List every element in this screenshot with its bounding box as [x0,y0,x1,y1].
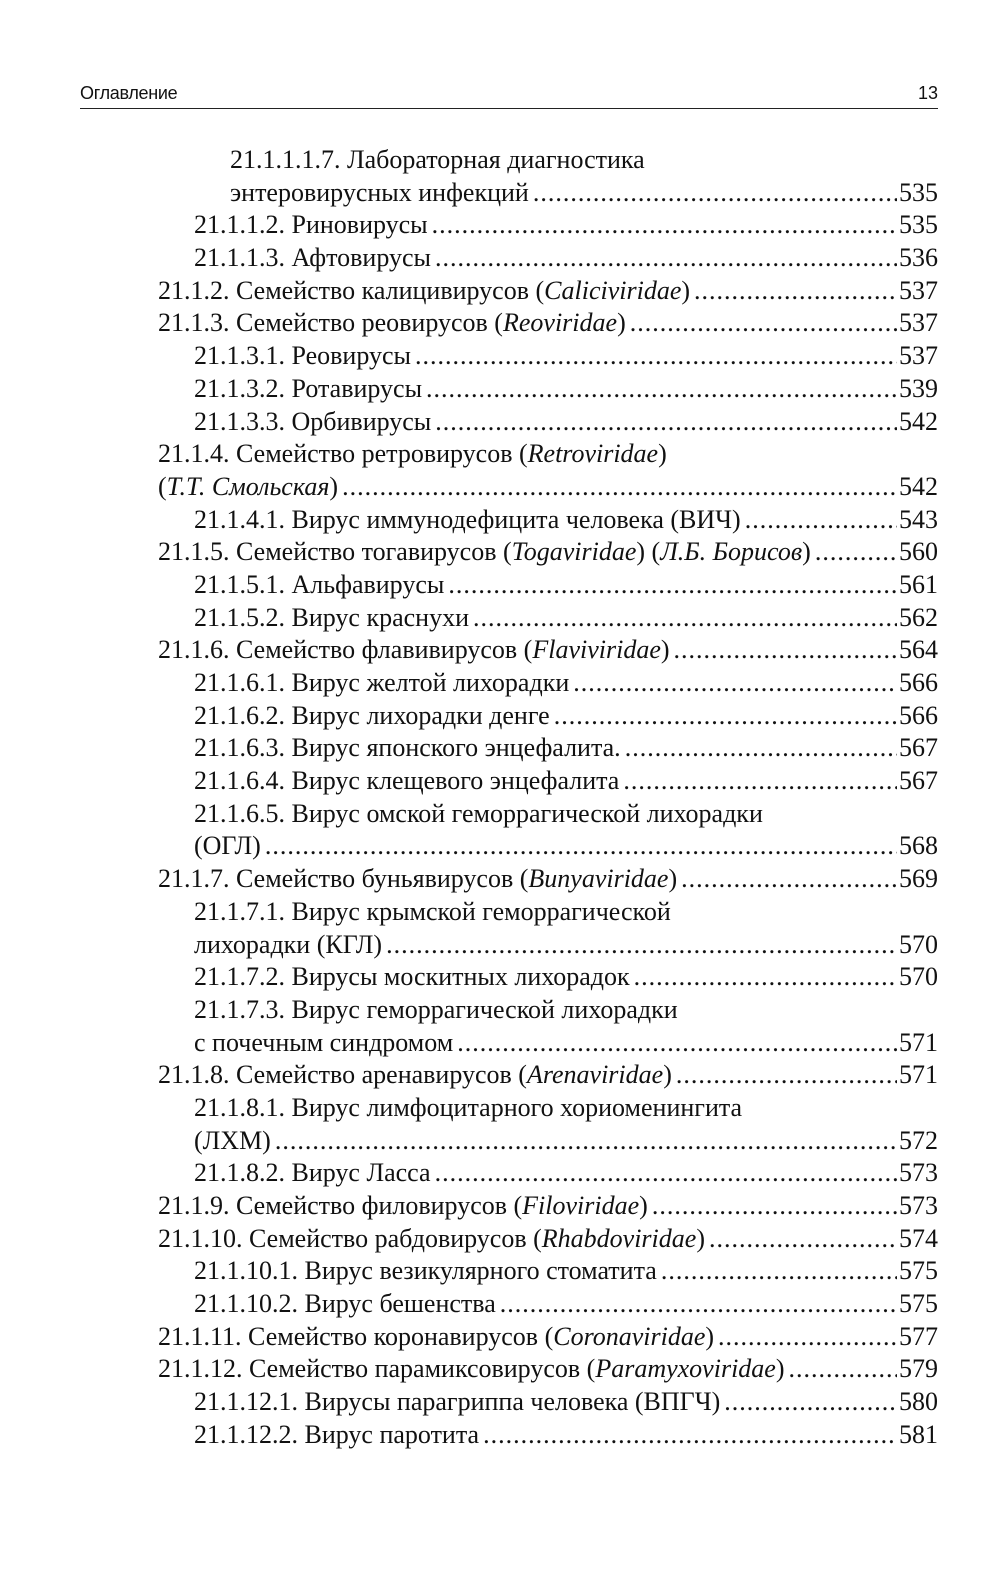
toc-entry[interactable] [158,307,938,340]
dot-leader [630,307,897,340]
toc-page-number: 562 [897,602,938,635]
toc-page-number: 573 [897,1190,938,1223]
dot-leader [275,1125,897,1158]
toc-entry-title: 21.1.4. Семейство ретровирусов (Retroviridae) [158,438,671,471]
dot-leader [432,209,897,242]
toc-entry-title: 21.1.10. Семейство рабдовирусов (Rhabdoviridae) [158,1223,709,1256]
toc-entry-title: 21.1.10.1. Вирус везикулярного стоматита [194,1255,661,1288]
toc-page-number: 543 [897,504,938,537]
toc-page-number: 566 [897,700,938,733]
dot-leader [652,1190,897,1223]
toc-entry[interactable] [230,177,938,210]
toc-entry[interactable] [194,373,938,406]
toc-entry[interactable] [194,1157,938,1190]
toc-entry-title: 21.1.3.3. Орбивирусы [194,406,435,439]
toc-entry[interactable] [194,1386,938,1419]
toc-page-number: 569 [897,863,938,896]
toc-entry-title: энтеровирусных инфекций [230,177,533,210]
toc-entry[interactable] [158,275,938,308]
toc-page-number: 573 [897,1157,938,1190]
toc-entry[interactable] [158,1190,938,1223]
dot-leader [342,471,897,504]
toc-page-number: 575 [897,1288,938,1321]
toc-entry[interactable] [158,863,938,896]
dot-leader [386,929,897,962]
dot-leader [500,1288,897,1321]
dot-leader [623,765,897,798]
dot-leader [681,863,897,896]
toc-entry[interactable] [158,1059,938,1092]
toc-entry[interactable] [194,798,938,831]
toc-entry-title: 21.1.12.1. Вирусы парагриппа человека (ВПГЧ) [194,1386,724,1419]
toc-entry-title: 21.1.7.2. Вирусы москитных лихорадок [194,961,634,994]
dot-leader [426,373,897,406]
toc-entry-title: (Т.Т. Смольская) [158,471,342,504]
toc-entry[interactable] [194,209,938,242]
toc-entry[interactable] [194,765,938,798]
toc-entry[interactable] [194,1419,938,1452]
page-number: 13 [917,83,938,103]
toc-entry[interactable] [194,830,938,863]
table-of-contents [158,144,938,1452]
dot-leader [573,667,897,700]
toc-entry[interactable] [194,1027,938,1060]
toc-page-number: 542 [897,406,938,439]
dot-leader [435,406,897,439]
toc-page-number: 570 [897,929,938,962]
toc-entry-title: 21.1.11. Семейство коронавирусов (Coronaviridae) [158,1321,718,1354]
toc-entry[interactable] [158,438,938,471]
toc-entry[interactable] [194,340,938,373]
toc-entry-title: 21.1.6.2. Вирус лихорадки денге [194,700,554,733]
toc-entry[interactable] [194,700,938,733]
dot-leader [448,569,897,602]
toc-entry[interactable] [158,1353,938,1386]
toc-entry-title: 21.1.6.4. Вирус клещевого энцефалита [194,765,623,798]
toc-entry-title: 21.1.1.1.7. Лабораторная диагностика [230,144,649,177]
toc-entry-title: 21.1.5.1. Альфавирусы [194,569,448,602]
toc-entry[interactable] [194,602,938,635]
toc-entry-title: 21.1.6.5. Вирус омской геморрагической лихорадки [194,798,767,831]
page-header [80,78,938,109]
toc-entry-title: 21.1.7.1. Вирус крымской геморрагической [194,896,675,929]
toc-entry-title: 21.1.7. Семейство буньявирусов (Bunyaviridae) [158,863,681,896]
toc-entry[interactable] [194,732,938,765]
dot-leader [676,1059,897,1092]
toc-entry-title: 21.1.12. Семейство парамиксовирусов (Paramyxoviridae) [158,1353,789,1386]
dot-leader [694,275,897,308]
dot-leader [415,340,897,373]
toc-entry[interactable] [194,1092,938,1125]
toc-page-number: 537 [897,340,938,373]
running-title: Оглавление [80,83,178,103]
toc-entry-title: 21.1.8.1. Вирус лимфоцитарного хориоменингита [194,1092,746,1125]
toc-entry[interactable] [194,406,938,439]
toc-entry-title: (ЛХМ) [194,1125,275,1158]
toc-entry-title: 21.1.4.1. Вирус иммунодефицита человека (ВИЧ) [194,504,745,537]
toc-entry-title: 21.1.5.2. Вирус краснухи [194,602,473,635]
toc-entry[interactable] [194,1255,938,1288]
toc-entry-title: лихорадки (КГЛ) [194,929,386,962]
dot-leader [435,1157,897,1190]
toc-entry-title: 21.1.6.3. Вирус японского энцефалита. [194,732,625,765]
toc-page-number: 561 [897,569,938,602]
dot-leader [789,1353,897,1386]
toc-entry-title: 21.1.5. Семейство тогавирусов (Togaviridae) (Л.Б. Борисов) [158,536,815,569]
toc-page-number: 579 [897,1353,938,1386]
toc-entry-title: 21.1.1.3. Афтовирусы [194,242,435,275]
dot-leader [745,504,897,537]
toc-entry-title: 21.1.3.2. Ротавирусы [194,373,426,406]
toc-entry[interactable] [158,1321,938,1354]
toc-entry[interactable] [158,471,938,504]
toc-page-number: 537 [897,275,938,308]
toc-page-number: 571 [897,1027,938,1060]
toc-entry[interactable] [194,1288,938,1321]
toc-entry-title: 21.1.12.2. Вирус паротита [194,1419,483,1452]
toc-page-number: 570 [897,961,938,994]
toc-entry[interactable] [194,242,938,275]
toc-entry[interactable] [194,929,938,962]
dot-leader [554,700,897,733]
toc-page-number: 536 [897,242,938,275]
dot-leader [533,177,897,210]
toc-page-number: 567 [897,732,938,765]
toc-entry[interactable] [230,144,938,177]
dot-leader [718,1321,897,1354]
dot-leader [661,1255,897,1288]
dot-leader [473,602,897,635]
toc-entry[interactable] [158,634,938,667]
toc-entry[interactable] [194,667,938,700]
toc-entry-title: 21.1.6. Семейство флавивирусов (Flaviviridae) [158,634,674,667]
toc-entry[interactable] [158,1223,938,1256]
toc-entry[interactable] [194,961,938,994]
toc-entry-title: 21.1.6.1. Вирус желтой лихорадки [194,667,573,700]
toc-page-number: 535 [897,209,938,242]
toc-entry[interactable] [158,536,938,569]
toc-page-number: 574 [897,1223,938,1256]
toc-page-number: 542 [897,471,938,504]
dot-leader [674,634,897,667]
dot-leader [483,1419,897,1452]
toc-entry[interactable] [194,896,938,929]
toc-page-number: 535 [897,177,938,210]
toc-entry-title: 21.1.10.2. Вирус бешенства [194,1288,500,1321]
toc-page-number: 560 [897,536,938,569]
toc-entry-title: 21.1.3.1. Реовирусы [194,340,415,373]
toc-page-number: 539 [897,373,938,406]
dot-leader [815,536,897,569]
toc-entry-title: 21.1.7.3. Вирус геморрагической лихорадки [194,994,682,1027]
toc-entry-title: 21.1.9. Семейство филовирусов (Filoviridae) [158,1190,652,1223]
dot-leader [724,1386,897,1419]
dot-leader [265,830,897,863]
dot-leader [457,1027,897,1060]
toc-page-number: 567 [897,765,938,798]
toc-page-number: 568 [897,830,938,863]
toc-page-number: 537 [897,307,938,340]
toc-page-number: 577 [897,1321,938,1354]
toc-entry[interactable] [194,1125,938,1158]
toc-page-number: 580 [897,1386,938,1419]
toc-entry-title: 21.1.1.2. Риновирусы [194,209,432,242]
toc-entry-title: с почечным синдромом [194,1027,457,1060]
toc-entry[interactable] [194,994,938,1027]
toc-entry-title: 21.1.8.2. Вирус Ласса [194,1157,435,1190]
dot-leader [625,732,897,765]
toc-entry[interactable] [194,569,938,602]
toc-page-number: 575 [897,1255,938,1288]
dot-leader [634,961,897,994]
toc-page-number: 564 [897,634,938,667]
dot-leader [435,242,897,275]
toc-entry-title: 21.1.3. Семейство реовирусов (Reoviridae) [158,307,630,340]
toc-entry[interactable] [194,504,938,537]
toc-page-number: 566 [897,667,938,700]
toc-entry-title: 21.1.2. Семейство калицивирусов (Caliciviridae) [158,275,694,308]
toc-page-number: 581 [897,1419,938,1452]
dot-leader [709,1223,897,1256]
toc-entry-title: 21.1.8. Семейство аренавирусов (Arenaviridae) [158,1059,676,1092]
toc-page-number: 571 [897,1059,938,1092]
toc-entry-title: (ОГЛ) [194,830,265,863]
toc-page-number: 572 [897,1125,938,1158]
